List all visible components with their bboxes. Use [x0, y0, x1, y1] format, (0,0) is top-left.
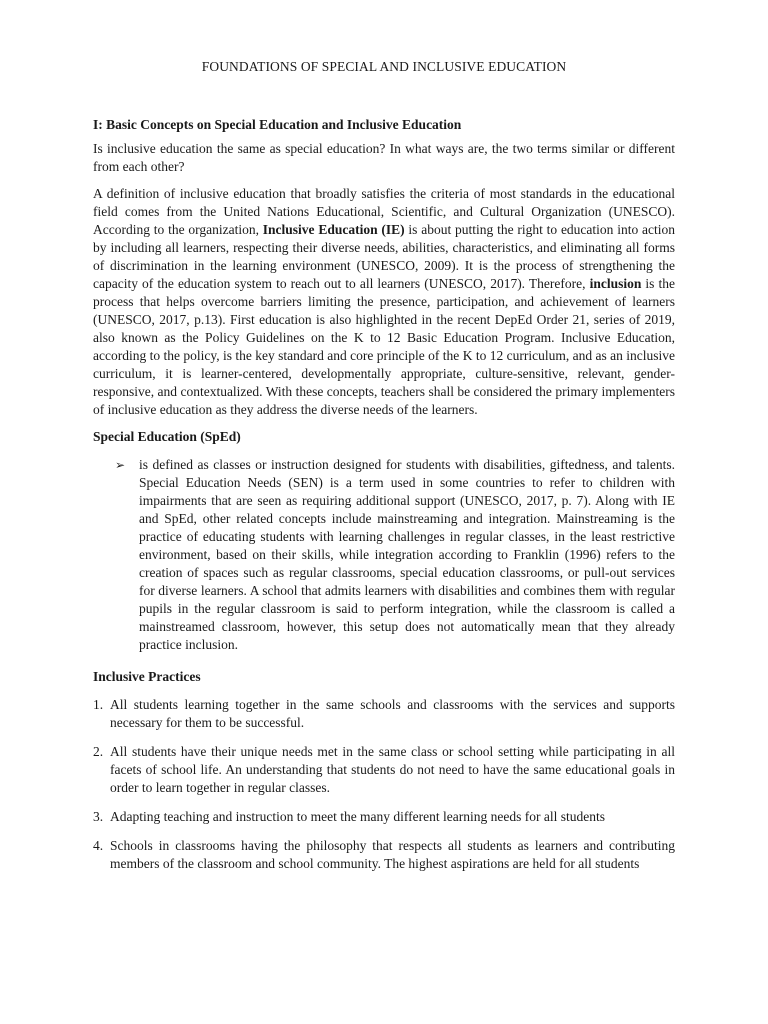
- definition-text-3: is the process that helps overcome barriers limiting the presence, participation, and achievement of learners (UNESCO, 2017, p.13). First education is also highlighted in the recent DepEd Order 21, series of 2019, also known as the Policy Guidelines on the K to 12 Basic Education Program. Inclusive Education, according to the policy, is the key standard and core principle of the K to 12 curriculum, and as an inclusive curriculum, it is learner-centered, developmentally appropriate, culture-sensitive, relevant, gender-responsive, and contextualized. With these concepts, teachers shall be considered the primary implementers of inclusive education as they address the diverse needs of the learners.: [93, 276, 675, 417]
- definition-text-1: A definition of inclusive education that broadly satisfies the criteria of most standards in the educational field comes from the United Nations Educational, Scientific, and Cultural Organization (UNESCO). According to the organization,: [93, 186, 675, 237]
- ie-term: Inclusive Education (IE): [262, 222, 405, 237]
- list-item-number: 1.: [93, 697, 104, 712]
- arrow-bullet-icon: ➢: [115, 458, 126, 472]
- inclusive-practices-heading: Inclusive Practices: [93, 669, 201, 684]
- list-item-number: 2.: [93, 744, 104, 759]
- list-item: [93, 743, 675, 797]
- question-paragraph: Is inclusive education the same as special education? In what ways are, the two terms similar or different from each other?: [93, 141, 675, 174]
- definition-text-2: is about putting the right to education into action by including all learners, respecting their diverse needs, abilities, characteristics, and eliminating all forms of discrimination in the learning environment (UNESCO, 2009). It is the process of strengthening the capacity of the education system to reach out to all learners (UNESCO, 2017). Therefore,: [93, 222, 675, 291]
- sped-heading: Special Education (SpEd): [93, 429, 241, 444]
- document-title: FOUNDATIONS OF SPECIAL AND INCLUSIVE EDUCATION: [201, 59, 567, 74]
- list-item-text: All students learning together in the same schools and classrooms with the services and supports necessary for them to be successful.: [110, 697, 675, 730]
- list-item-number: 3.: [93, 809, 104, 824]
- list-item: [93, 696, 675, 732]
- inclusive-practices-list: [93, 696, 675, 873]
- inclusion-term: inclusion: [589, 276, 642, 291]
- list-item: [93, 808, 675, 826]
- list-item-text: All students have their unique needs met in the same class or school setting while participating in all facets of school life. An understanding that students do not need to have the same educational goals in order to learn together in regular classes.: [110, 744, 675, 795]
- sped-bullet-item: [93, 456, 675, 654]
- list-item-number: 4.: [93, 838, 104, 853]
- list-item-text: Adapting teaching and instruction to meet the many different learning needs for all students: [110, 809, 605, 824]
- section-heading-basic-concepts: I: Basic Concepts on Special Education and Inclusive Education: [93, 117, 462, 132]
- sped-bullet-text: is defined as classes or instruction designed for students with disabilities, giftedness, and talents. Special Education Needs (SEN) is a term used in some countries to refer to children with impairments that are seen as requiring additional support (UNESCO, 2017, p. 7). Along with IE and SpEd, other related concepts include mainstreaming and integration. Mainstreaming is the practice of educating students with learning challenges in regular classes, in the least restrictive environment, based on their skills, while integration according to Franklin (1996) refers to the creation of spaces such as regular classrooms, special education classrooms, or pull-out services for diverse learners. A school that admits learners with disabilities and combines them with regular pupils in the regular classroom is said to perform integration, while the classroom is called a mainstreamed classroom, however, this setup does not automatically mean that they already practice inclusion.: [139, 457, 675, 652]
- list-item-text: Schools in classrooms having the philosophy that respects all students as learners and contributing members of the classroom and school community. The highest aspirations are held for all students: [110, 838, 675, 871]
- definition-paragraph: [93, 185, 675, 419]
- list-item: [93, 837, 675, 873]
